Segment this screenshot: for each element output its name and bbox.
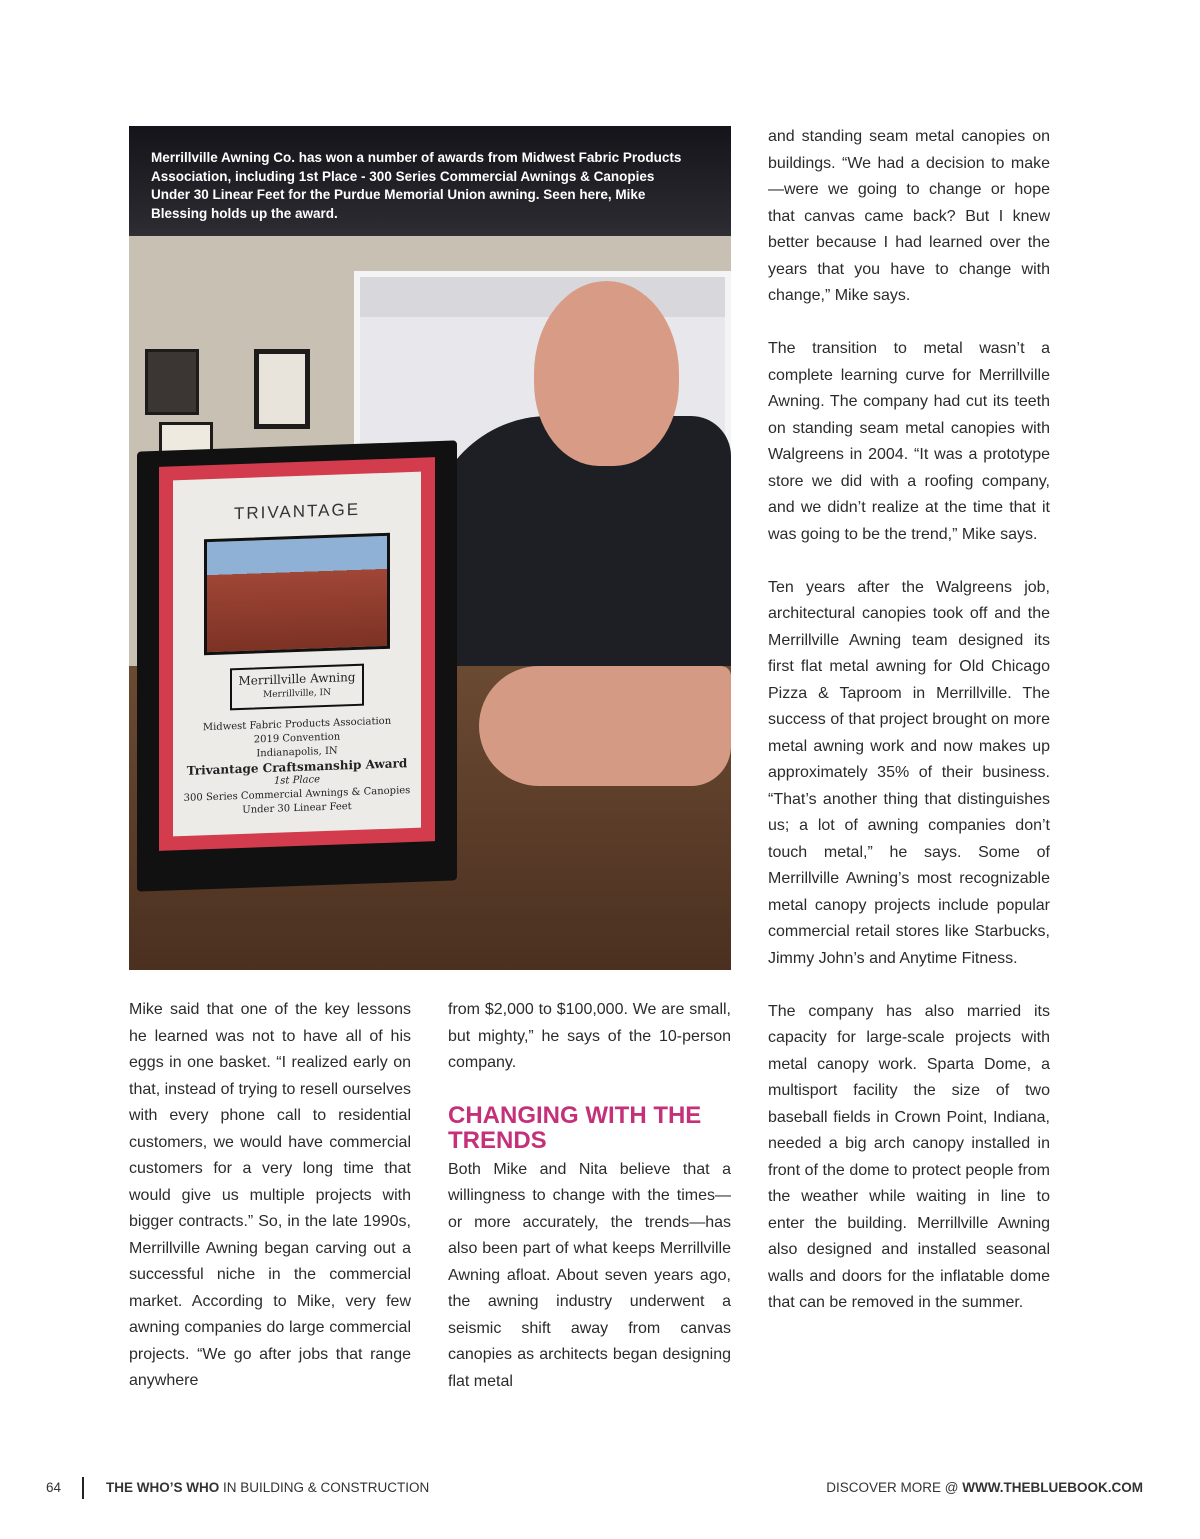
man-arm [479,666,731,786]
wall-picture-frame [145,349,199,415]
article-column-middle [448,997,731,1395]
plaque-category: 300 Series Commercial Awnings & Canopies Under 30 Linear Feet [183,785,411,816]
wall-picture-frame [254,349,310,429]
plaque-place: 1st Place [273,774,321,787]
plaque-city: Merrillville, IN [263,687,331,701]
plaque-company-box [230,664,364,711]
discover-label: DISCOVER MORE @ [826,1480,963,1495]
plaque-brand: TRIVANTAGE [233,499,361,524]
plaque-company: Merrillville Awning [238,669,356,689]
paragraph: Mike said that one of the key lessons he learned was not to have all of his eggs in one basket. “I realized early on that, instead of trying to resell ourselves with every phone call to residential customers, we would have commercial customers for a very long time that would give us multiple projects with bigger contracts.” So, in the late 1990s, Merrillville Awning began carving out a successful niche in the commercial market. According to Mike, very few awning companies do large commercial projects. “We go after jobs that range anywhere [129,1001,411,1389]
man-head [534,281,679,466]
article-column-left [129,997,411,1395]
paragraph: and standing seam metal canopies on buildings. “We had a decision to make—were we going to change or hope that canvas came back? But I knew better because I had learned over the years that you have to change with change,” Mike says. [768,128,1050,304]
paragraph: Both Mike and Nita believe that a willingness to change with the times—or more accurately, the trends—has also been part of what keeps Merrillville Awning afloat. About seven years ago, the awning industry underwent a seismic shift away from canvas canopies as architects began designing flat metal [448,1160,731,1390]
plaque-award: Trivantage Craftsmanship Award [186,756,408,778]
plaque-red-border [159,457,435,851]
publication-name-bold: THE WHO’S WHO [106,1480,220,1495]
award-plaque [137,440,457,891]
paragraph: from $2,000 to $100,000. We are small, but mighty,” he says of the 10-person company. [448,1001,731,1071]
discover-url-link[interactable]: WWW.THEBLUEBOOK.COM [962,1480,1143,1495]
paragraph: The transition to metal wasn’t a complete learning curve for Merrillville Awning. The company had cut its teeth on standing seam metal canopies with Walgreens in 2004. “It was a prototype store we did with a roofing company, and we didn’t realize at the time that it was going to be the trend,” Mike says. [768,340,1050,543]
award-photo [129,126,731,970]
publication-name-rest: IN BUILDING & CONSTRUCTION [219,1480,430,1495]
photo-caption: Merrillville Awning Co. has won a number of awards from Midwest Fabric Products Association, including 1st Place - 300 Series Commercial Awnings & Canopies Under 30 Linear Feet for the Purdue Memorial Union awning. Seen here, Mike Blessing holds up the award. [151,150,682,221]
plaque-association: Midwest Fabric Products Association [202,715,392,734]
section-heading: CHANGING WITH THE TRENDS [448,1101,702,1154]
window-blind [360,277,725,317]
plaque-convention: 2019 Convention [253,731,341,746]
plaque-building-photo [204,533,390,655]
publication-name [106,1480,429,1495]
paragraph: The company has also married its capacity for large-scale projects with metal canopy work. Sparta Dome, a multisport facility the size of two baseball fields in Crown Point, Indiana, needed a big arch canopy installed in front of the dome to protect people from the weather while waiting in line to enter the building. Merrillville Awning also designed and installed seasonal walls and doors for the inflatable dome that can be removed in the summer. [768,1002,1050,1311]
plaque-details [173,714,421,821]
article-column-right [768,124,1050,1317]
plaque-location: Indianapolis, IN [256,745,338,760]
paragraph: Ten years after the Walgreens job, architectural canopies took off and the Merrillville Awning team designed its first flat metal awning for Old Chicago Pizza & Taproom in Merrillville. The success of that project brought on more metal awning work and now makes up approximately 35% of their business. “That’s another thing that distinguishes us; a lot of awning companies don’t touch metal,” he says. Some of Merrillville Awning’s most recognizable metal canopy projects include popular commercial retail stores like Starbucks, Jimmy John’s and Anytime Fitness. [768,578,1050,967]
page-number: 64 [46,1480,62,1495]
footer-divider [82,1477,84,1499]
plaque-face [173,472,421,837]
page-footer [0,1470,1200,1506]
discover-more [826,1480,1143,1495]
